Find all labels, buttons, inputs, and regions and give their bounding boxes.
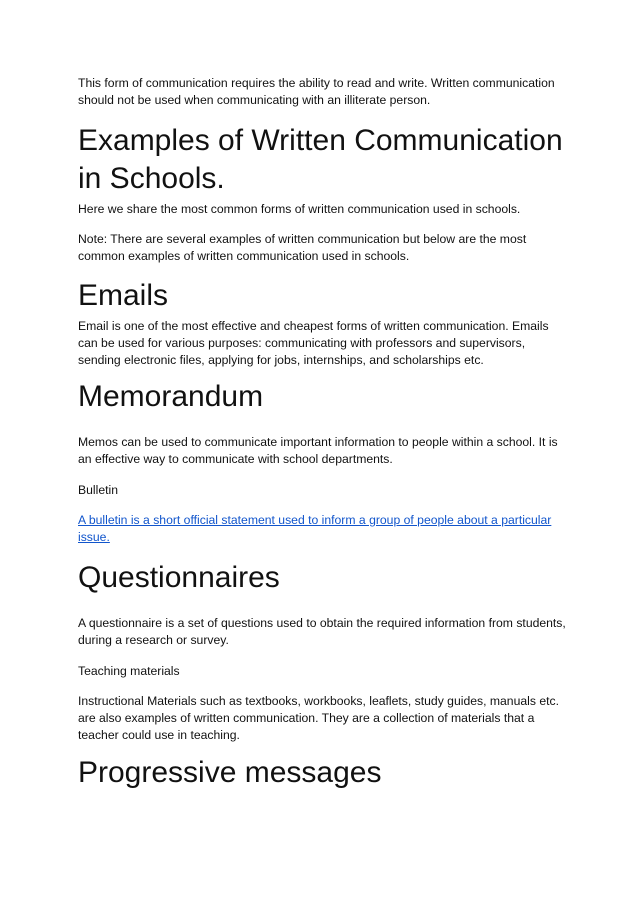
emails-heading: Emails [78, 279, 169, 312]
examples-heading: Examples of Written Communication in Schools. [78, 124, 563, 195]
intro-paragraph: This form of communication requires the ability to read and write. Written communication should not be used when communicating with an illiterate person. [78, 76, 555, 107]
questionnaires-heading: Questionnaires [78, 561, 280, 594]
bulletin-label: Bulletin [78, 483, 118, 497]
bulletin-link[interactable]: A bulletin is a short official statement used to inform a group of people about a particular issue. [78, 513, 552, 544]
memorandum-heading: Memorandum [78, 380, 264, 413]
examples-intro-paragraph: Here we share the most common forms of written communication used in schools. [78, 202, 521, 216]
bulletin-paragraph [78, 512, 568, 546]
progressive-messages-heading: Progressive messages [78, 756, 382, 789]
teaching-materials-paragraph: Instructional Materials such as textbooks, workbooks, leaflets, study guides, manuals etc. are also examples of written communication. They are a collection of materials that a teacher could use in teaching. [78, 694, 559, 742]
examples-note-paragraph: Note: There are several examples of written communication but below are the most common examples of written communication used in schools. [78, 232, 527, 263]
questionnaires-paragraph: A questionnaire is a set of questions used to obtain the required information from students, during a research or survey. [78, 616, 566, 647]
teaching-materials-label: Teaching materials [78, 664, 180, 678]
emails-paragraph: Email is one of the most effective and cheapest forms of written communication. Emails can be used for various purposes: communicating with professors and supervisors, sending electronic files, applying for jobs, internships, and scholarships etc. [78, 319, 549, 367]
memorandum-paragraph: Memos can be used to communicate important information to people within a school. It is an effective way to communicate with school departments. [78, 435, 558, 466]
